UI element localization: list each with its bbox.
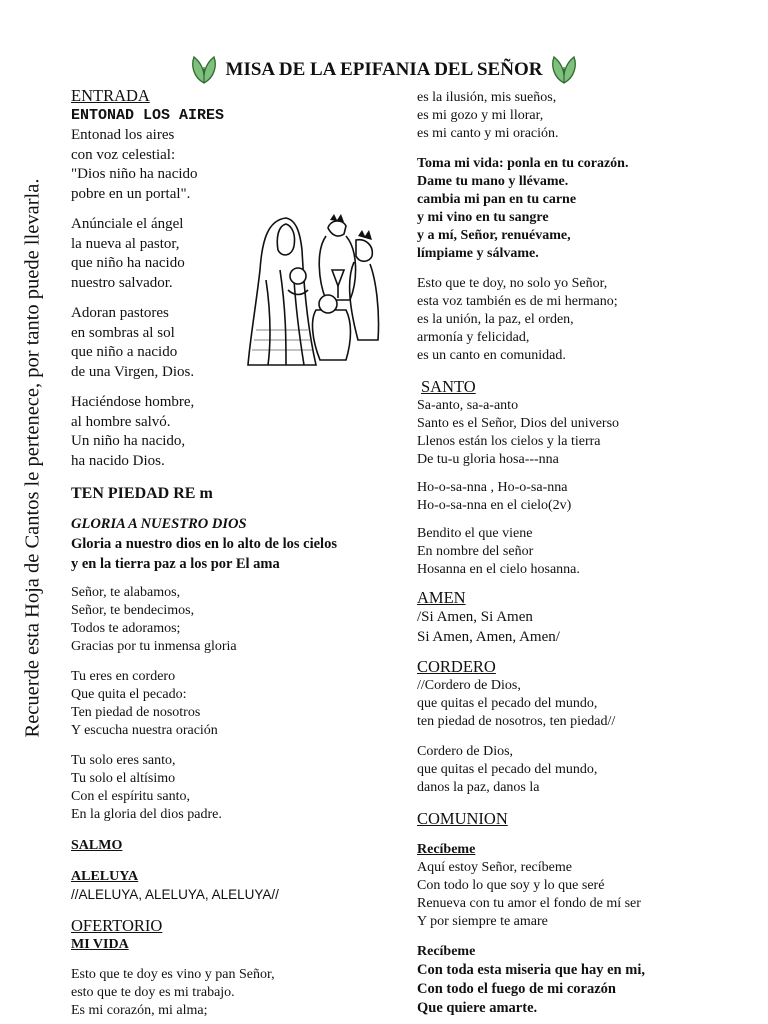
text-line: Hosanna en el cielo hosanna. (417, 562, 580, 577)
text-line: Con toda esta miseria que hay en mi, (417, 962, 645, 978)
text-line: Cordero de Dios, (417, 744, 514, 759)
entrada-heading: ENTRADA (71, 86, 150, 105)
text-line: Gracias por tu inmensa gloria (71, 639, 237, 654)
text-line: Anúnciale el ángel (71, 216, 184, 232)
page-title: MISA DE LA EPIFANIA DEL SEÑOR (225, 59, 543, 80)
santo-heading: SANTO (421, 377, 476, 396)
comunion-heading: COMUNION (417, 809, 508, 828)
right-column (417, 89, 762, 1018)
page-title-row (0, 55, 768, 85)
text-line: Ten piedad de nosotros (71, 705, 201, 720)
text-line: es mi canto y mi oración. (417, 126, 559, 141)
text-line: que quitas el pecado del mundo, (417, 696, 598, 711)
text-line: nuestro salvador. (71, 274, 173, 291)
text-line: Tu solo el altísimo (71, 771, 176, 786)
gloria-verse-1 (71, 584, 401, 656)
text-line: límpiame y sálvame. (417, 246, 539, 261)
comunion-chorus-title: Recíbeme (417, 944, 476, 959)
salmo-heading: SALMO (71, 838, 123, 853)
gloria-heading: GLORIA A NUESTRO DIOS (71, 516, 247, 532)
text-line: Si Amen, Amen, Amen/ (417, 628, 560, 645)
text-line: Con el espíritu santo, (71, 789, 190, 804)
text-line: Y por siempre te amare (417, 914, 548, 929)
entrada-song-title: ENTONAD LOS AIRES (71, 107, 225, 124)
text-line: es la ilusión, mis sueños, (417, 90, 557, 105)
comunion-chorus (417, 961, 762, 1018)
text-line: Todos te adoramos; (71, 621, 181, 636)
text-line: En nombre del señor (417, 544, 534, 559)
text-line: De tu-u gloria hosa---nna (417, 452, 559, 467)
aleluya-heading: ALELUYA (71, 869, 139, 884)
text-line: //Cordero de Dios, (417, 678, 521, 693)
text-line: "Dios niño ha nacido (71, 166, 198, 182)
text-line: es mi gozo y mi llorar, (417, 108, 544, 123)
text-line: esta voz también es de mi hermano; (417, 294, 618, 309)
leaf-ornament-icon (551, 55, 577, 85)
amen-lines (417, 608, 762, 647)
ofertorio-chorus (417, 155, 762, 263)
gloria-verse-2 (71, 668, 401, 740)
text-line: Dame tu mano y llévame. (417, 174, 569, 189)
text-line: Esto que te doy es vino y pan Señor, (71, 967, 275, 982)
entrada-verse-2 (71, 215, 401, 293)
ofertorio-verse-1-continued (417, 89, 762, 143)
aleluya-text: //ALELUYA, ALELUYA, ALELUYA// (71, 887, 279, 902)
text-line: Santo es el Señor, Dios del universo (417, 416, 620, 431)
text-line: En la gloria del dios padre. (71, 807, 222, 822)
text-line: cambia mi pan en tu carne (417, 192, 577, 207)
left-column (71, 86, 401, 1020)
text-line: y mi vino en tu sangre (417, 210, 549, 225)
text-line: Ho-o-sa-nna , Ho-o-sa-nna (417, 480, 568, 495)
entrada-verse-1 (71, 126, 401, 204)
ofertorio-verse-1 (71, 966, 401, 1020)
text-line: armonía y felicidad, (417, 330, 530, 345)
text-line: Señor, te alabamos, (71, 585, 181, 600)
text-line: es la unión, la paz, el orden, (417, 312, 574, 327)
text-line: Entonad los aires (71, 127, 175, 143)
text-line: y a mí, Señor, renuévame, (417, 228, 571, 243)
text-line: Señor, te bendecimos, (71, 603, 195, 618)
ten-piedad-heading: TEN PIEDAD RE m (71, 485, 213, 502)
text-line: Que quita el pecado: (71, 687, 187, 702)
cordero-heading: CORDERO (417, 657, 496, 676)
text-line: Con todo el fuego de mi corazón (417, 981, 616, 997)
text-line: Tu eres en cordero (71, 669, 176, 684)
text-line: al hombre salvó. (71, 413, 171, 430)
text-line: Renueva con tu amor el fondo de mí ser (417, 896, 641, 911)
text-line: ten piedad de nosotros, ten piedad// (417, 714, 616, 729)
text-line: Aquí estoy Señor, recíbeme (417, 860, 572, 875)
text-line: Ho-o-sa-nna en el cielo(2v) (417, 498, 572, 513)
text-line: esto que te doy es mi trabajo. (71, 985, 235, 1000)
ofertorio-verse-2 (417, 275, 762, 365)
ofertorio-song-title: MI VIDA (71, 937, 129, 952)
text-line: con voz celestial: (71, 146, 176, 163)
text-line: de una Virgen, Dios. (71, 363, 195, 380)
cordero-verse-2 (417, 743, 762, 797)
text-line: es un canto en comunidad. (417, 348, 566, 363)
text-line: Tu solo eres santo, (71, 753, 176, 768)
entrada-verse-3 (71, 304, 401, 382)
text-line: en sombras al sol (71, 324, 175, 341)
gloria-chorus (71, 534, 401, 574)
cordero-verse-1 (417, 677, 762, 731)
santo-verse-1 (417, 397, 762, 469)
text-line: ha nacido Dios. (71, 452, 165, 469)
text-line: que quitas el pecado del mundo, (417, 762, 598, 777)
text-line: Bendito el que viene (417, 526, 533, 541)
text-line: Que quiere amarte. (417, 1000, 538, 1016)
text-line: y en la tierra paz a los por El ama (71, 556, 280, 572)
side-note-text: Recuerde esta Hoja de Cantos le pertenece, por tanto puede llevarla. (21, 178, 44, 737)
text-line: Y escucha nuestra oración (71, 723, 218, 738)
text-line: Con todo lo que soy y lo que seré (417, 878, 605, 893)
text-line: danos la paz, danos la (417, 780, 540, 795)
text-line: pobre en un portal". (71, 185, 191, 202)
santo-verse-2 (417, 479, 762, 515)
entrada-verse-4 (71, 393, 401, 471)
santo-verse-3 (417, 525, 762, 579)
comunion-verse-1 (417, 859, 762, 931)
comunion-song-title: Recíbeme (417, 842, 476, 857)
text-line: Un niño ha nacido, (71, 433, 186, 449)
text-line: Haciéndose hombre, (71, 394, 195, 410)
text-line: que niño a nacido (71, 344, 178, 360)
text-line: la nueva al pastor, (71, 235, 180, 252)
leaf-ornament-icon (191, 55, 217, 85)
side-note (18, 150, 48, 765)
text-line: Es mi corazón, mi alma; (71, 1003, 208, 1018)
text-line: Sa-anto, sa-a-anto (417, 398, 519, 413)
text-line: Adoran pastores (71, 305, 169, 321)
text-line: /Si Amen, Si Amen (417, 609, 533, 625)
text-line: Llenos están los cielos y la tierra (417, 434, 601, 449)
ofertorio-heading: OFERTORIO (71, 916, 163, 935)
text-line: que niño ha nacido (71, 255, 185, 271)
amen-heading: AMEN (417, 588, 466, 607)
text-line: Gloria a nuestro dios en lo alto de los cielos (71, 536, 337, 552)
text-line: Toma mi vida: ponla en tu corazón. (417, 156, 629, 171)
gloria-verse-3 (71, 752, 401, 824)
text-line: Esto que te doy, no solo yo Señor, (417, 276, 608, 291)
